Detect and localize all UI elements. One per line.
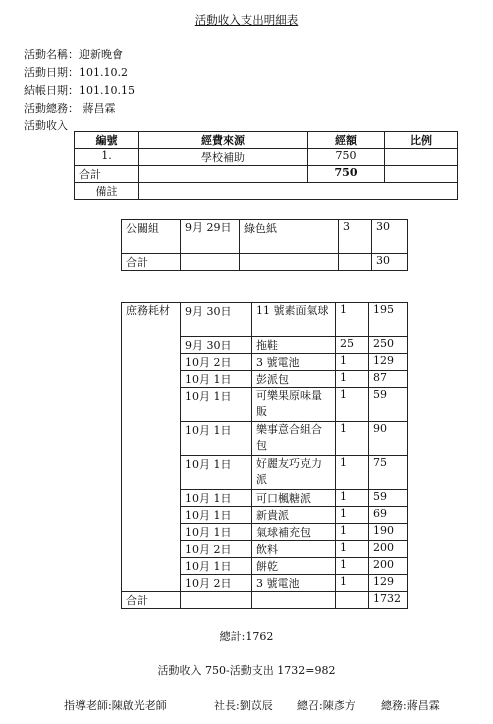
table-cell: 樂事意合組合包 xyxy=(252,422,336,456)
activity-name: 活動名稱：迎新晚會 xyxy=(24,48,123,61)
table-cell: 綠色紙 xyxy=(240,220,339,254)
table-cell: 氣球補充包 xyxy=(252,524,336,541)
table-cell: 1 xyxy=(336,456,369,490)
table-cell: 30 xyxy=(372,254,408,271)
table-header-row xyxy=(75,132,458,149)
supplies-expense-table xyxy=(121,302,408,609)
table-cell: 129 xyxy=(369,354,408,371)
table-cell: 3 號電池 xyxy=(252,575,336,592)
table-cell: 10月 1日 xyxy=(181,388,252,422)
page-title: 活動收入支出明細表 xyxy=(194,13,299,27)
footer-treasurer: 總務:蔣昌霖 xyxy=(381,699,440,712)
table-row xyxy=(75,149,458,166)
table-cell: 10月 2日 xyxy=(181,575,252,592)
table-cell: 750 xyxy=(308,149,385,166)
table-cell: 195 xyxy=(369,303,408,337)
table-cell xyxy=(139,183,458,200)
table-cell: 新貴派 xyxy=(252,507,336,524)
table-cell: 1732 xyxy=(369,592,408,609)
table-row xyxy=(75,166,458,183)
table-cell: 1 xyxy=(336,541,369,558)
table-cell: 餅乾 xyxy=(252,558,336,575)
table-cell: 200 xyxy=(369,541,408,558)
table-cell: 1 xyxy=(336,388,369,422)
table-cell: 可樂果原味量販 xyxy=(252,388,336,422)
table-row xyxy=(75,183,458,200)
table-cell: 9月 30日 xyxy=(181,303,252,337)
table-cell: 90 xyxy=(369,422,408,456)
table-cell: 1 xyxy=(336,422,369,456)
table-cell: 11 號素面氣球 xyxy=(252,303,336,337)
table-cell: 1 xyxy=(336,558,369,575)
table-cell: 75 xyxy=(369,456,408,490)
column-header: 經費來源 xyxy=(139,132,308,149)
table-cell xyxy=(240,254,339,271)
footer-president: 社長:劉苡辰 xyxy=(214,699,273,712)
table-cell: 69 xyxy=(369,507,408,524)
table-cell: 合計 xyxy=(122,592,181,609)
column-header: 編號 xyxy=(75,132,139,149)
table-cell: 30 xyxy=(372,220,408,254)
table-cell: 1 xyxy=(336,507,369,524)
table-cell: 合計 xyxy=(122,254,181,271)
table-cell xyxy=(252,592,336,609)
table-cell: 129 xyxy=(369,575,408,592)
table-cell: 1 xyxy=(336,575,369,592)
table-cell: 9月 30日 xyxy=(181,337,252,354)
table-cell: 59 xyxy=(369,490,408,507)
table-cell: 1 xyxy=(336,354,369,371)
table-cell xyxy=(139,166,308,183)
table-cell xyxy=(385,166,458,183)
table-cell: 可口楓糖派 xyxy=(252,490,336,507)
table-cell: 彭派包 xyxy=(252,371,336,388)
settle-date: 結帳日期：101.10.15 xyxy=(24,84,135,97)
table-cell: 10月 1日 xyxy=(181,456,252,490)
table-row xyxy=(122,254,408,271)
table-cell: 10月 1日 xyxy=(181,507,252,524)
table-cell: 25 xyxy=(336,337,369,354)
table-cell: 1 xyxy=(336,490,369,507)
table-cell: 3 號電池 xyxy=(252,354,336,371)
table-row xyxy=(122,220,408,254)
table-cell: 3 xyxy=(339,220,372,254)
table-cell: 庶務耗材 xyxy=(122,303,181,592)
activity-date: 活動日期：101.10.2 xyxy=(24,66,128,79)
table-cell: 10月 1日 xyxy=(181,422,252,456)
table-row xyxy=(122,592,408,609)
table-cell: 10月 2日 xyxy=(181,541,252,558)
table-cell xyxy=(385,149,458,166)
table-cell: 9月 29日 xyxy=(181,220,240,254)
table-cell: 合計 xyxy=(75,166,139,183)
table-cell: 好麗友巧克力派 xyxy=(252,456,336,490)
footer-advisor: 指導老師:陳啟光老師 xyxy=(64,699,167,712)
table-cell: 10月 2日 xyxy=(181,354,252,371)
table-cell: 87 xyxy=(369,371,408,388)
table-cell xyxy=(336,592,369,609)
table-cell: 10月 1日 xyxy=(181,490,252,507)
income-heading: 活動收入 xyxy=(24,119,68,132)
table-cell: 公關組 xyxy=(122,220,181,254)
balance-formula: 活動收入 750-活動支出 1732=982 xyxy=(157,664,336,677)
activity-manager: 活動總務： 蔣昌霖 xyxy=(24,102,116,115)
column-header: 比例 xyxy=(385,132,458,149)
table-cell: 250 xyxy=(369,337,408,354)
table-cell: 備註 xyxy=(75,183,139,200)
table-cell xyxy=(181,254,240,271)
table-cell: 1 xyxy=(336,303,369,337)
table-cell: 10月 1日 xyxy=(181,371,252,388)
column-header: 經額 xyxy=(308,132,385,149)
table-cell: 10月 1日 xyxy=(181,524,252,541)
table-cell: 拖鞋 xyxy=(252,337,336,354)
table-cell: 1 xyxy=(336,524,369,541)
table-cell: 10月 1日 xyxy=(181,558,252,575)
table-cell: 1. xyxy=(75,149,139,166)
table-cell: 飲料 xyxy=(252,541,336,558)
income-table xyxy=(74,131,458,200)
table-cell: 750 xyxy=(308,166,385,183)
table-cell: 200 xyxy=(369,558,408,575)
table-cell xyxy=(339,254,372,271)
footer-convener: 總召:陳彥方 xyxy=(297,699,356,712)
grand-total: 總計:1762 xyxy=(219,630,274,643)
pr-expense-table xyxy=(121,219,408,271)
table-row xyxy=(122,303,408,337)
table-cell: 59 xyxy=(369,388,408,422)
table-cell xyxy=(181,592,252,609)
table-cell: 1 xyxy=(336,371,369,388)
table-cell: 190 xyxy=(369,524,408,541)
table-cell: 學校補助 xyxy=(139,149,308,166)
